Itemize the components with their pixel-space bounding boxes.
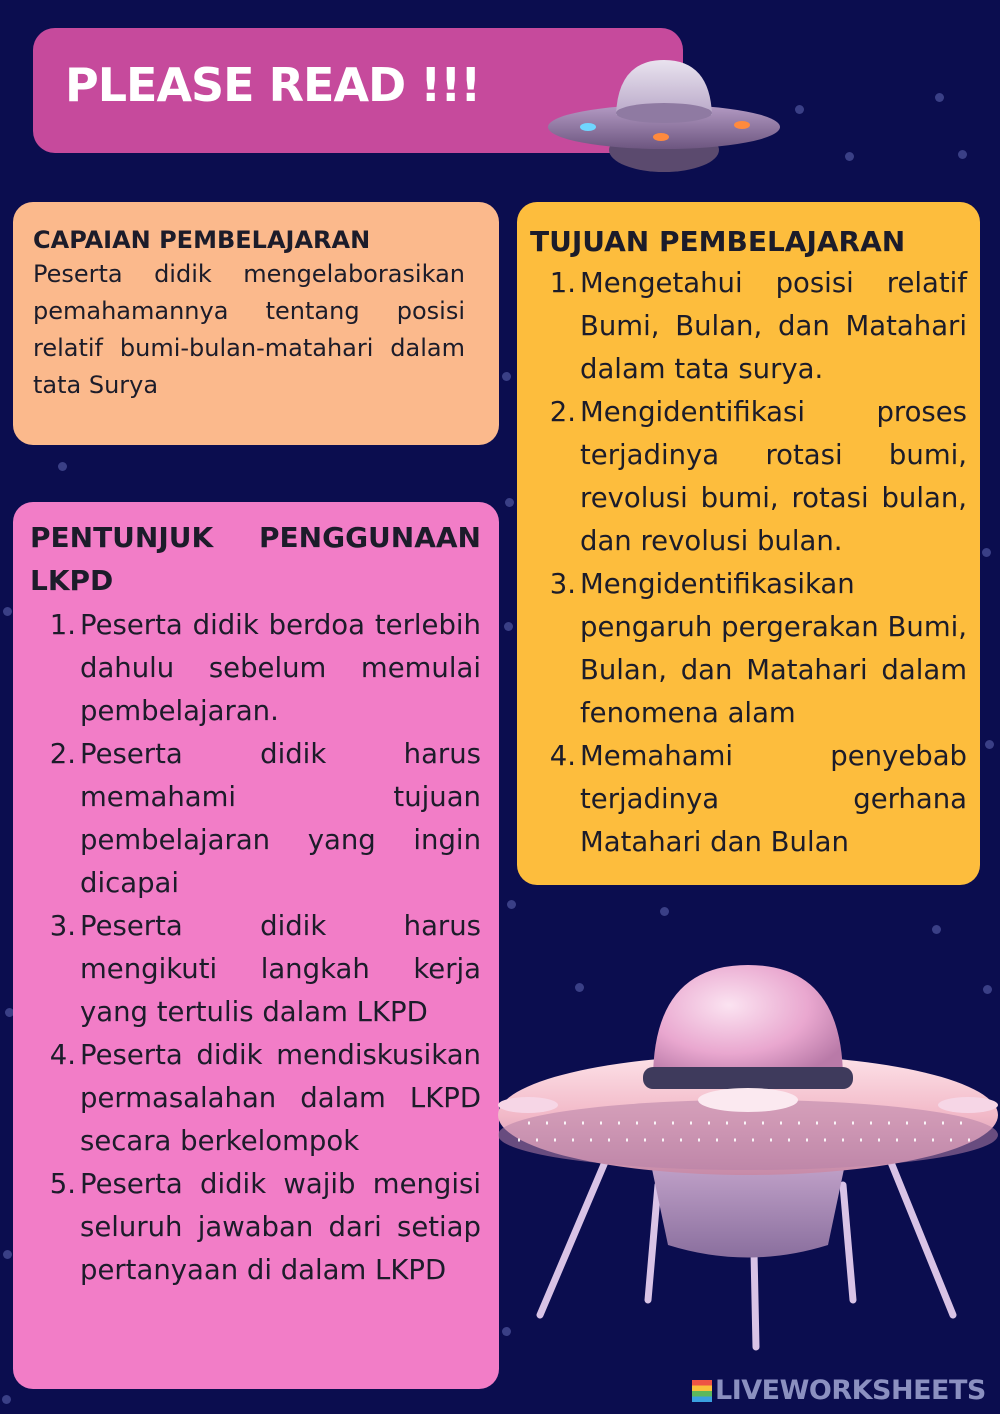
item-number: 4. [549, 740, 576, 772]
item-number: 5. [49, 1168, 76, 1200]
item-text: Peserta didik harus memahami tujuan pembelajaran yang ingin dicapai [80, 738, 481, 899]
petunjuk-card [13, 502, 499, 1389]
list-item [30, 604, 481, 733]
page-title: PLEASE READ !!! [65, 58, 481, 112]
capaian-body: Peserta didik mengelaborasikan pemahamannya tentang posisi relatif bumi-bulan-matahari dalam tata Surya [33, 260, 465, 399]
item-text: Mengidentifikasi proses terjadinya rotasi bumi, revolusi bumi, rotasi bulan, dan revolusi bulan. [580, 396, 967, 557]
item-number: 1. [549, 267, 576, 299]
item-text: Memahami penyebab terjadinya gerhana Matahari dan Bulan [580, 740, 967, 858]
item-number: 2. [549, 396, 576, 428]
item-text: Mengetahui posisi relatif Bumi, Bulan, dan Matahari dalam tata surya. [580, 267, 967, 385]
item-text: Mengidentifikasikan pengaruh pergerakan Bumi, Bulan, dan Matahari dalam fenomena alam [580, 568, 967, 729]
item-text: Peserta didik berdoa terlebih dahulu sebelum memulai pembelajaran. [80, 609, 481, 727]
list-item [530, 391, 967, 563]
item-number: 4. [49, 1039, 76, 1071]
list-item [30, 1163, 481, 1292]
list-item [530, 563, 967, 735]
capaian-heading: CAPAIAN PEMBELAJARAN [33, 226, 371, 254]
petunjuk-heading: PENTUNJUK PENGGUNAAN LKPD [30, 521, 481, 597]
watermark [692, 1375, 986, 1406]
liveworksheets-logo-icon [692, 1380, 712, 1402]
list-item [30, 1034, 481, 1163]
watermark-text: LIVEWORKSHEETS [715, 1375, 986, 1406]
list-item [30, 905, 481, 1034]
tujuan-list [530, 262, 967, 864]
petunjuk-list [30, 604, 481, 1292]
ufo-lander-icon [498, 955, 1000, 1355]
list-item [530, 262, 967, 391]
item-number: 2. [49, 738, 76, 770]
list-item [30, 733, 481, 905]
tujuan-card [517, 202, 980, 885]
list-item [530, 735, 967, 864]
item-text: Peserta didik harus mengikuti langkah kerja yang tertulis dalam LKPD [80, 910, 481, 1028]
item-text: Peserta didik mendiskusikan permasalahan dalam LKPD secara berkelompok [80, 1039, 481, 1157]
capaian-card [13, 202, 499, 445]
tujuan-heading: TUJUAN PEMBELAJARAN [530, 225, 906, 258]
item-text: Peserta didik wajib mengisi seluruh jawaban dari setiap pertanyaan di dalam LKPD [80, 1168, 481, 1286]
item-number: 1. [49, 609, 76, 641]
ufo-icon [546, 55, 781, 180]
item-number: 3. [549, 568, 576, 600]
item-number: 3. [49, 910, 76, 942]
